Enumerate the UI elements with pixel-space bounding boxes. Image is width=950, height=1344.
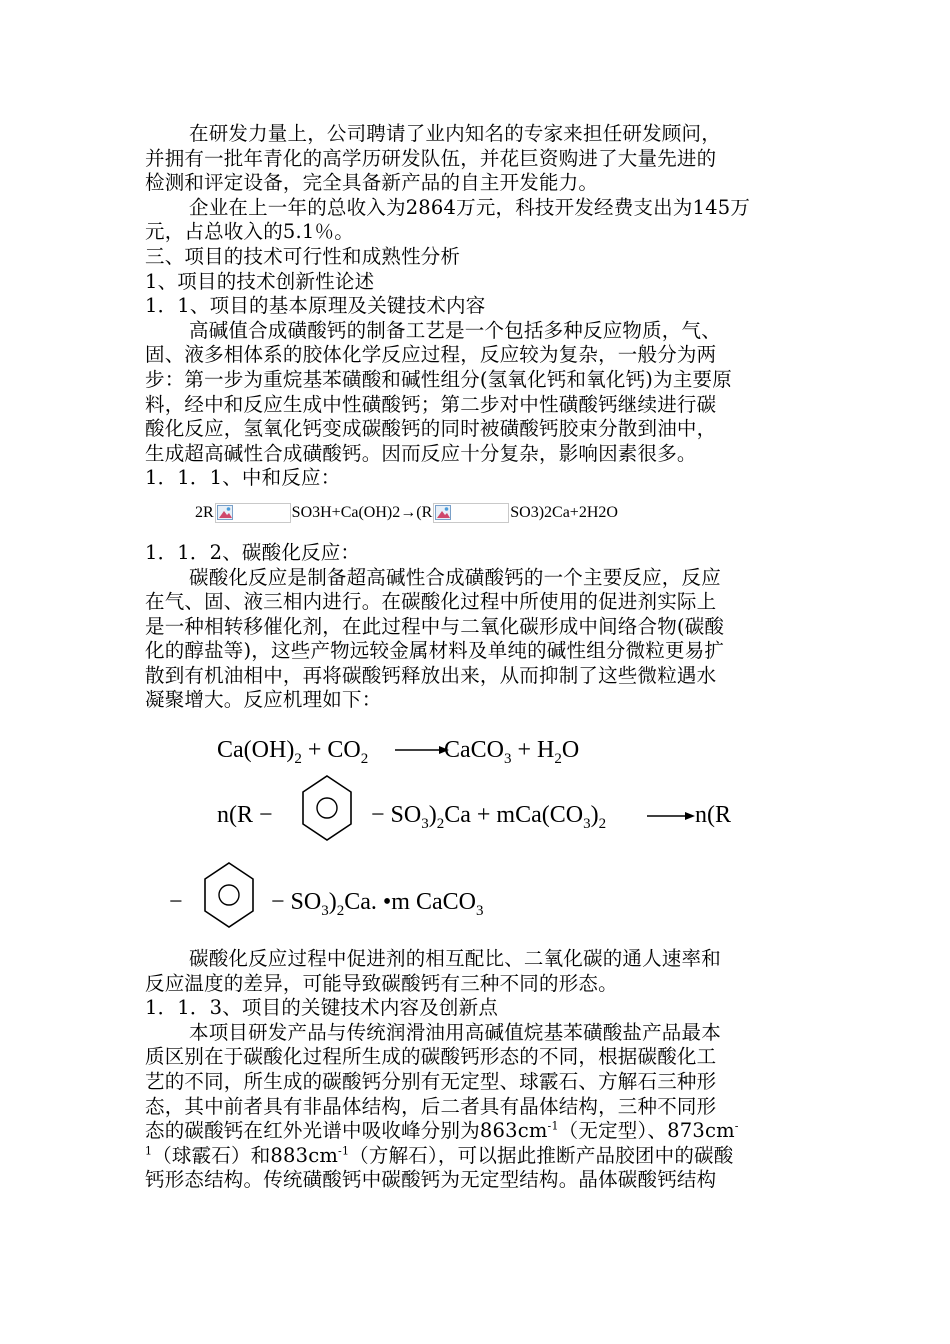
text-line: 料，经中和反应生成中性磺酸钙；第二步对中性磺酸钙继续进行碳 bbox=[145, 392, 717, 416]
broken-image-icon bbox=[435, 505, 451, 520]
paragraph-rd-strength bbox=[145, 122, 810, 196]
text-line: 固、液多相体系的胶体化学反应过程，反应较为复杂，一般分为两 bbox=[145, 343, 717, 367]
subsection-heading: 1．1、项目的基本原理及关键技术内容 bbox=[145, 294, 486, 318]
mech-text: CaCO$_3$ + $H_2O$ bbox=[444, 737, 580, 768]
subsection-heading: 1、项目的技术创新性论述 bbox=[145, 269, 375, 293]
subsection-heading: 1．1．3、项目的关键技术内容及创新点 bbox=[145, 996, 499, 1020]
mech-text: − $SO_3)_2Ca + mCa(CO_3)_2$ bbox=[371, 802, 607, 833]
text-span: 态的碳酸钙在红外光谱中吸收峰分别为863cm bbox=[145, 1119, 548, 1143]
section-heading: 三、项目的技术可行性和成熟性分析 bbox=[145, 244, 461, 268]
text-line: 是一种相转移催化剂，在此过程中与二氧化碳形成中间络合物(碳酸 bbox=[145, 614, 725, 638]
mech-text: − $SO_3)_2Ca$. •m CaCO$_3$ bbox=[271, 889, 484, 920]
text-line: 步：第一步为重烷基苯磺酸和碱性组分(氢氧化钙和氧化钙)为主要原 bbox=[145, 367, 732, 391]
text-line: 凝聚增大。反应机理如下： bbox=[145, 688, 382, 712]
formula-text: SO3)2Ca+2H2O bbox=[510, 503, 618, 521]
reaction-mechanism-figure bbox=[145, 719, 810, 947]
mech-text: n(R − bbox=[217, 802, 273, 829]
broken-image-icon bbox=[217, 505, 233, 520]
text-line: 反应温度的差异，可能导致碳酸钙有三种不同的形态。 bbox=[145, 971, 618, 995]
formula-text: 2R bbox=[195, 503, 214, 521]
text-line: 本项目研发产品与传统润滑油用高碱值烷基苯磺酸盐产品最本 bbox=[189, 1020, 721, 1044]
reaction-arrowhead bbox=[685, 812, 695, 820]
text-line bbox=[145, 1144, 810, 1169]
text-line: 态，其中前者具有非晶体结构，后二者具有晶体结构，三种不同形 bbox=[145, 1094, 717, 1118]
text-line: 生成超高碱性合成磺酸钙。因而反应十分复杂，影响因素很多。 bbox=[145, 441, 697, 465]
superscript: - bbox=[734, 1119, 739, 1133]
paragraph-revenue bbox=[145, 196, 810, 245]
broken-image-placeholder bbox=[433, 503, 509, 523]
superscript: 1 bbox=[145, 1144, 153, 1158]
text-line: 散到有机油相中，再将碳酸钙释放出来，从而抑制了这些微粒遇水 bbox=[145, 663, 717, 687]
text-line: 检测和评定设备，完全具备新产品的自主开发能力。 bbox=[145, 171, 599, 195]
text-line: 碳酸化反应过程中促进剂的相互配比、二氧化碳的通人速率和 bbox=[189, 947, 721, 971]
superscript: -1 bbox=[338, 1144, 350, 1158]
paragraph-principle bbox=[145, 319, 810, 467]
paragraph-innovation bbox=[145, 1021, 810, 1193]
text-line: 化的醇盐等)，这些产物远较金属材料及单纯的碱性组分微粒更易扩 bbox=[145, 639, 725, 663]
text-line: 钙形态结构。传统磺酸钙中碳酸钙为无定型结构。晶体碳酸钙结构 bbox=[145, 1168, 717, 1192]
benzene-ring-icon bbox=[303, 776, 351, 840]
text-line: 艺的不同，所生成的碳酸钙分别有无定型、球霰石、方解石三种形 bbox=[145, 1070, 717, 1094]
subsection-heading: 1．1．2、碳酸化反应： bbox=[145, 540, 361, 564]
mech-text: n(R bbox=[695, 802, 731, 829]
document-body bbox=[145, 122, 810, 1193]
text-line: 在研发力量上，公司聘请了业内知名的专家来担任研发顾问， bbox=[189, 122, 721, 145]
text-line bbox=[145, 1119, 810, 1144]
mech-text: $Ca(OH)_2 + CO_2$ bbox=[217, 737, 369, 768]
text-span: （无定型）、873cm bbox=[558, 1119, 735, 1143]
text-line: 在气、固、液三相内进行。在碳酸化过程中所使用的促进剂实际上 bbox=[145, 590, 717, 614]
broken-image-placeholder bbox=[215, 503, 291, 523]
text-line: 高碱值合成磺酸钙的制备工艺是一个包括多种反应物质，气、 bbox=[189, 318, 721, 342]
text-line: 企业在上一年的总收入为2864万元，科技开发经费支出为145万 bbox=[189, 195, 751, 219]
subsection-heading: 1．1．1、中和反应： bbox=[145, 466, 341, 490]
paragraph-carbonation bbox=[145, 566, 810, 714]
benzene-ring-icon bbox=[205, 863, 253, 927]
text-line: 酸化反应，氢氧化钙变成碳酸钙的同时被磺酸钙胶束分散到油中， bbox=[145, 417, 717, 441]
neutralization-formula bbox=[145, 501, 810, 525]
superscript: -1 bbox=[547, 1119, 559, 1133]
text-line: 并拥有一批年青化的高学历研发队伍，并花巨资购进了大量先进的 bbox=[145, 146, 717, 170]
text-span: （方解石），可以据此推断产品胶团中的碳酸 bbox=[349, 1143, 734, 1167]
mech-text: − bbox=[169, 889, 183, 916]
text-line: 碳酸化反应是制备超高碱性合成磺酸钙的一个主要反应，反应 bbox=[189, 565, 721, 589]
formula-text: SO3H+Ca(OH)2→(R bbox=[291, 503, 433, 521]
text-span: （球霰石）和883cm bbox=[152, 1143, 339, 1167]
text-line: 质区别在于碳酸化过程所生成的碳酸钙形态的不同，根据碳酸化工 bbox=[145, 1045, 717, 1069]
paragraph-forms bbox=[145, 947, 810, 996]
text-line: 元，占总收入的5.1％。 bbox=[145, 220, 354, 244]
